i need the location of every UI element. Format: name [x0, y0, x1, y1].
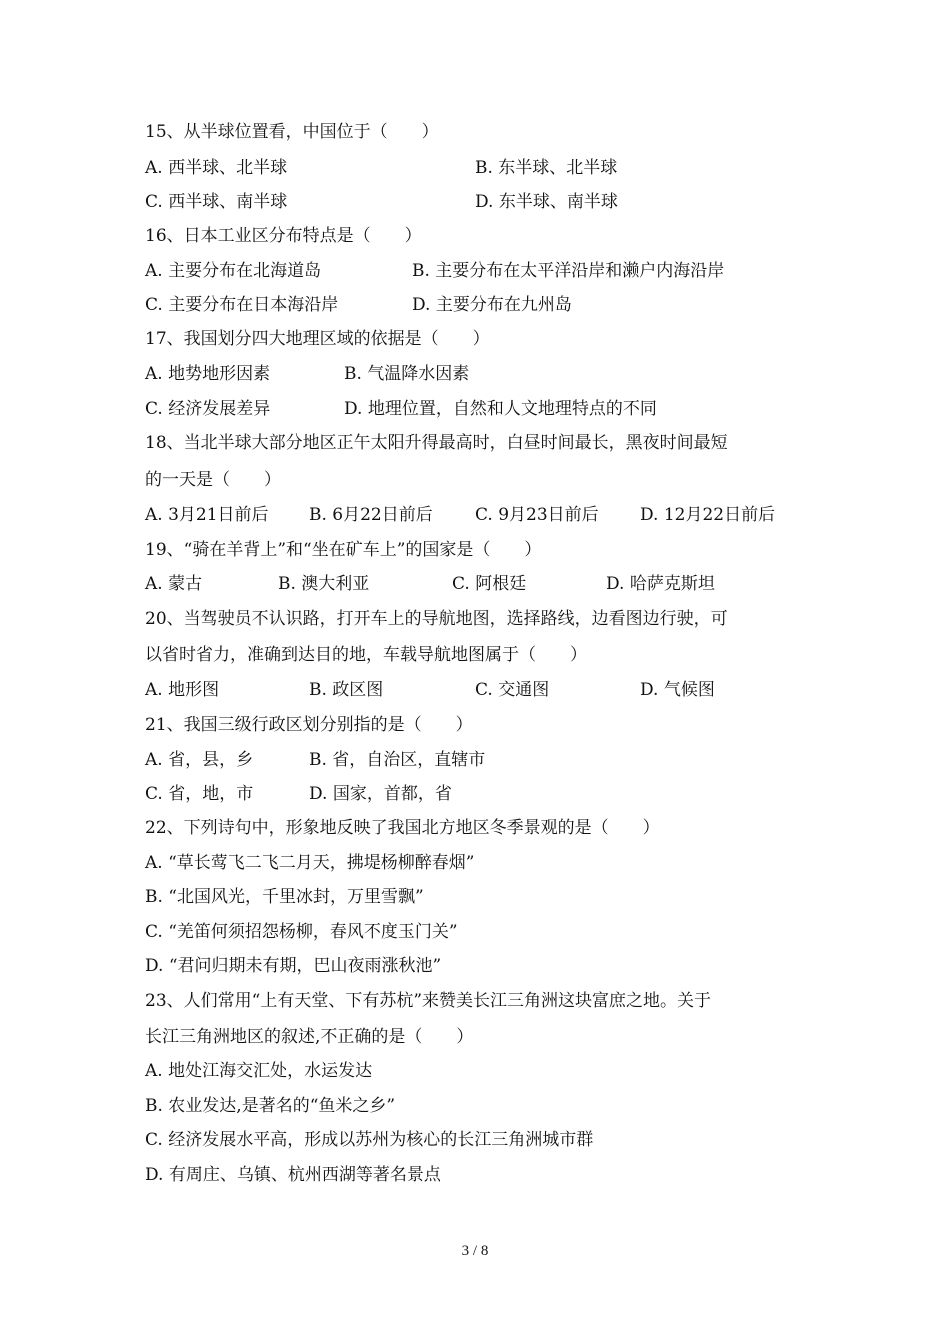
question-15-option-c: C. 西半球、南半球 [145, 192, 288, 212]
question-23-option-c: C. 经济发展水平高，形成以苏州为核心的长江三角洲城市群 [145, 1130, 594, 1150]
question-19-option-d: D. 哈萨克斯坦 [606, 574, 715, 594]
question-19-option-c: C. 阿根廷 [452, 574, 527, 594]
question-16-option-a: A. 主要分布在北海道岛 [145, 261, 322, 281]
question-18-option-b: B. 6月22日前后 [309, 505, 433, 525]
question-22-option-d: D. “君问归期未有期，巴山夜雨涨秋池” [145, 956, 442, 976]
question-18-option-d: D. 12月22日前后 [640, 505, 776, 525]
question-18-option-c: C. 9月23日前后 [475, 505, 599, 525]
question-17-stem: 17、我国划分四大地理区域的依据是（ ） [145, 329, 490, 349]
question-17-option-d: D. 地理位置，自然和人文地理特点的不同 [344, 399, 657, 419]
question-19-option-a: A. 蒙古 [145, 574, 203, 594]
question-23-stem-line1: 23、人们常用“上有天堂、下有苏杭”来赞美长江三角洲这块富庶之地。关于 [145, 991, 712, 1011]
question-16-option-b: B. 主要分布在太平洋沿岸和濑户内海沿岸 [412, 261, 725, 281]
question-21-option-a: A. 省，县，乡 [145, 750, 254, 770]
question-15-option-b: B. 东半球、北半球 [475, 158, 618, 178]
question-23-stem-line2: 长江三角洲地区的叙述,不正确的是（ ） [145, 1027, 474, 1047]
question-22-option-b: B. “北国风光，千里冰封，万里雪飘” [145, 887, 424, 907]
question-20-option-d: D. 气候图 [640, 680, 715, 700]
question-15-option-d: D. 东半球、南半球 [475, 192, 618, 212]
question-18-stem-line1: 18、当北半球大部分地区正午太阳升得最高时，白昼时间最长，黑夜时间最短 [145, 433, 728, 453]
question-18-stem-line2: 的一天是（ ） [145, 470, 281, 490]
question-16-stem: 16、日本工业区分布特点是（ ） [145, 226, 422, 246]
question-22-stem: 22、下列诗句中，形象地反映了我国北方地区冬季景观的是（ ） [145, 818, 660, 838]
question-23-option-b: B. 农业发达,是著名的“鱼米之乡” [145, 1096, 396, 1116]
question-17-option-a: A. 地势地形因素 [145, 364, 271, 384]
question-16-option-d: D. 主要分布在九州岛 [412, 295, 572, 315]
question-23-option-d: D. 有周庄、乌镇、杭州西湖等著名景点 [145, 1165, 441, 1185]
question-22-option-a: A. “草长莺飞二飞二月天，拂堤杨柳醉春烟” [145, 853, 475, 873]
page-number: 3 / 8 [461, 1243, 489, 1259]
question-19-option-b: B. 澳大利亚 [278, 574, 370, 594]
question-20-stem-line1: 20、当驾驶员不认识路，打开车上的导航地图，选择路线，边看图边行驶，可 [145, 609, 728, 629]
question-21-option-b: B. 省，自治区，直辖市 [309, 750, 486, 770]
question-18-option-a: A. 3月21日前后 [145, 505, 269, 525]
question-16-option-c: C. 主要分布在日本海沿岸 [145, 295, 339, 315]
question-20-option-a: A. 地形图 [145, 680, 220, 700]
question-15-stem: 15、从半球位置看，中国位于（ ） [145, 122, 439, 142]
question-20-stem-line2: 以省时省力，准确到达目的地，车载导航地图属于（ ） [145, 645, 587, 665]
question-15-option-a: A. 西半球、北半球 [145, 158, 288, 178]
question-19-stem: 19、“骑在羊背上”和“坐在矿车上”的国家是（ ） [145, 540, 542, 560]
question-21-option-d: D. 国家，首都，省 [309, 784, 452, 804]
question-20-option-b: B. 政区图 [309, 680, 384, 700]
question-21-option-c: C. 省，地，市 [145, 784, 254, 804]
question-21-stem: 21、我国三级行政区划分别指的是（ ） [145, 715, 473, 735]
question-20-option-c: C. 交通图 [475, 680, 550, 700]
question-23-option-a: A. 地处江海交汇处，水运发达 [145, 1061, 373, 1081]
question-22-option-c: C. “羌笛何须招怨杨柳，春风不度玉门关” [145, 922, 458, 942]
question-17-option-c: C. 经济发展差异 [145, 399, 271, 419]
question-17-option-b: B. 气温降水因素 [344, 364, 470, 384]
